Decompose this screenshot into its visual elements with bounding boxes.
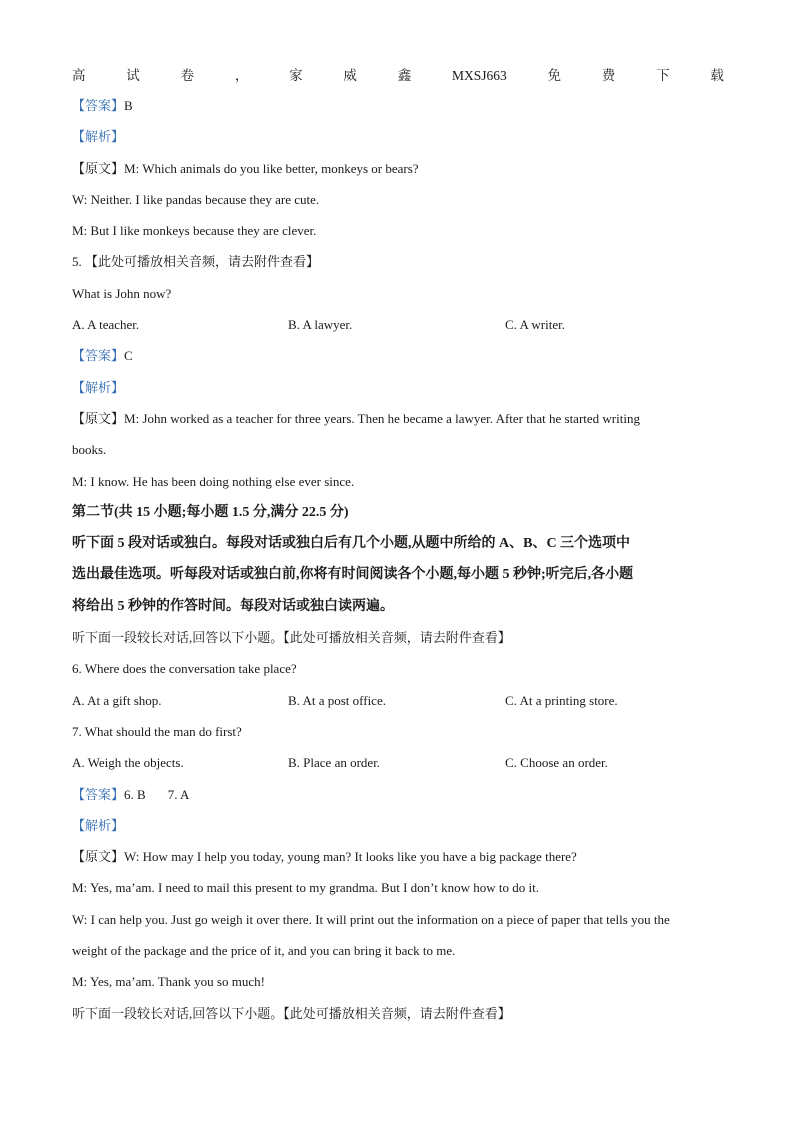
answer-value: C bbox=[124, 348, 133, 364]
document-page bbox=[72, 62, 724, 1029]
header-char: 费 bbox=[601, 68, 616, 83]
answer-value: 6. B bbox=[124, 786, 146, 802]
analysis-tag: 【解析】 bbox=[72, 817, 125, 833]
q7-options bbox=[72, 747, 724, 778]
transcript-line bbox=[72, 403, 724, 434]
header-char: 高 bbox=[72, 68, 86, 83]
q4-analysis bbox=[72, 121, 724, 152]
header-char: 免 bbox=[547, 68, 562, 83]
option-c: C. Choose an order. bbox=[505, 755, 608, 771]
audio-note: 【此处可播放相关音频，请去附件查看】 bbox=[85, 254, 320, 270]
header-char: 试 bbox=[126, 68, 140, 83]
answer-tag: 【答案】 bbox=[72, 98, 125, 113]
transcript-line: W: Neither. I like pandas because they are cute. bbox=[72, 191, 320, 207]
q6-question: 6. Where does the conversation take place? bbox=[72, 661, 297, 677]
answer-tag: 【答案】 bbox=[72, 348, 125, 364]
section-title: 第二节(共 15 小题;每小题 1.5 分,满分 22.5 分) bbox=[72, 504, 349, 520]
option-b: B. Place an order. bbox=[288, 755, 381, 771]
q5-analysis bbox=[72, 372, 724, 403]
transcript-text: M: Which animals do you like better, monkeys or bears? bbox=[124, 160, 419, 176]
q5-answer bbox=[72, 340, 724, 371]
q7-question: 7. What should the man do first? bbox=[72, 723, 242, 739]
header-char: 家 bbox=[289, 68, 303, 83]
section-instruction: 将给出 5 秒钟的作答时间。每段对话或独白读两遍。 bbox=[72, 598, 394, 614]
dialog-intro: 听下面一段较长对话,回答以下小题。【此处可播放相关音频，请去附件查看】 bbox=[72, 1005, 511, 1021]
header-code: MXSJ663 bbox=[451, 68, 507, 83]
page-header bbox=[72, 62, 724, 90]
q4-answer bbox=[72, 90, 724, 121]
transcript-line: weight of the package and the price of it, and you can bring it back to me. bbox=[72, 943, 456, 959]
analysis-tag: 【解析】 bbox=[72, 129, 125, 145]
q6-7-answer bbox=[72, 779, 724, 810]
transcript-text: M: John worked as a teacher for three years. Then he became a lawyer. After that he started writing bbox=[124, 410, 640, 426]
q5-question: What is John now? bbox=[72, 285, 172, 301]
header-char: 卷 bbox=[180, 68, 195, 83]
header-char: 鑫 bbox=[397, 68, 412, 83]
original-tag: 【原文】 bbox=[72, 849, 125, 865]
transcript-text: W: How may I help you today, young man? It looks like you have a big package there? bbox=[124, 849, 577, 865]
original-tag: 【原文】 bbox=[72, 160, 125, 176]
header-char: ， bbox=[234, 68, 249, 83]
option-a: A. At a gift shop. bbox=[72, 692, 162, 708]
dialog-intro: 听下面一段较长对话,回答以下小题。【此处可播放相关音频，请去附件查看】 bbox=[72, 630, 511, 646]
q5-options bbox=[72, 309, 724, 340]
transcript-line bbox=[72, 153, 724, 184]
transcript-line: M: Yes, ma’am. I need to mail this present to my grandma. But I don’t know how to do it. bbox=[72, 880, 539, 896]
q5-heading bbox=[72, 246, 724, 277]
transcript-line: M: Yes, ma’am. Thank you so much! bbox=[72, 974, 265, 990]
q6-options bbox=[72, 685, 724, 716]
transcript-line: M: But I like monkeys because they are clever. bbox=[72, 223, 317, 239]
transcript-line: books. bbox=[72, 442, 107, 458]
option-b: B. A lawyer. bbox=[288, 317, 353, 333]
section-instruction: 选出最佳选项。听每段对话或独白前,你将有时间阅读各个小题,每小题 5 秒钟;听完后,各小题 bbox=[72, 567, 634, 583]
original-tag: 【原文】 bbox=[72, 410, 125, 426]
option-b: B. At a post office. bbox=[288, 692, 386, 708]
transcript-line: W: I can help you. Just go weigh it over there. It will print out the information on a piece of paper that tells you the bbox=[72, 911, 670, 927]
option-a: A. A teacher. bbox=[72, 317, 140, 333]
option-a: A. Weigh the objects. bbox=[72, 755, 184, 771]
option-c: C. At a printing store. bbox=[505, 692, 618, 708]
section-instruction: 听下面 5 段对话或独白。每段对话或独白后有几个小题,从题中所给的 A、B、C 三个选项中 bbox=[72, 536, 631, 552]
header-char: 威 bbox=[343, 68, 357, 83]
transcript-line bbox=[72, 841, 724, 872]
transcript-line: M: I know. He has been doing nothing else ever since. bbox=[72, 473, 355, 489]
header-char: 载 bbox=[710, 68, 724, 83]
question-number: 5. bbox=[72, 254, 82, 270]
answer-value: 7. A bbox=[167, 786, 190, 802]
analysis-tag: 【解析】 bbox=[72, 379, 125, 395]
q6-7-analysis bbox=[72, 810, 724, 841]
answer-tag: 【答案】 bbox=[72, 786, 125, 802]
answer-value: B bbox=[124, 98, 133, 113]
header-char: 下 bbox=[656, 68, 670, 83]
option-c: C. A writer. bbox=[505, 317, 565, 333]
